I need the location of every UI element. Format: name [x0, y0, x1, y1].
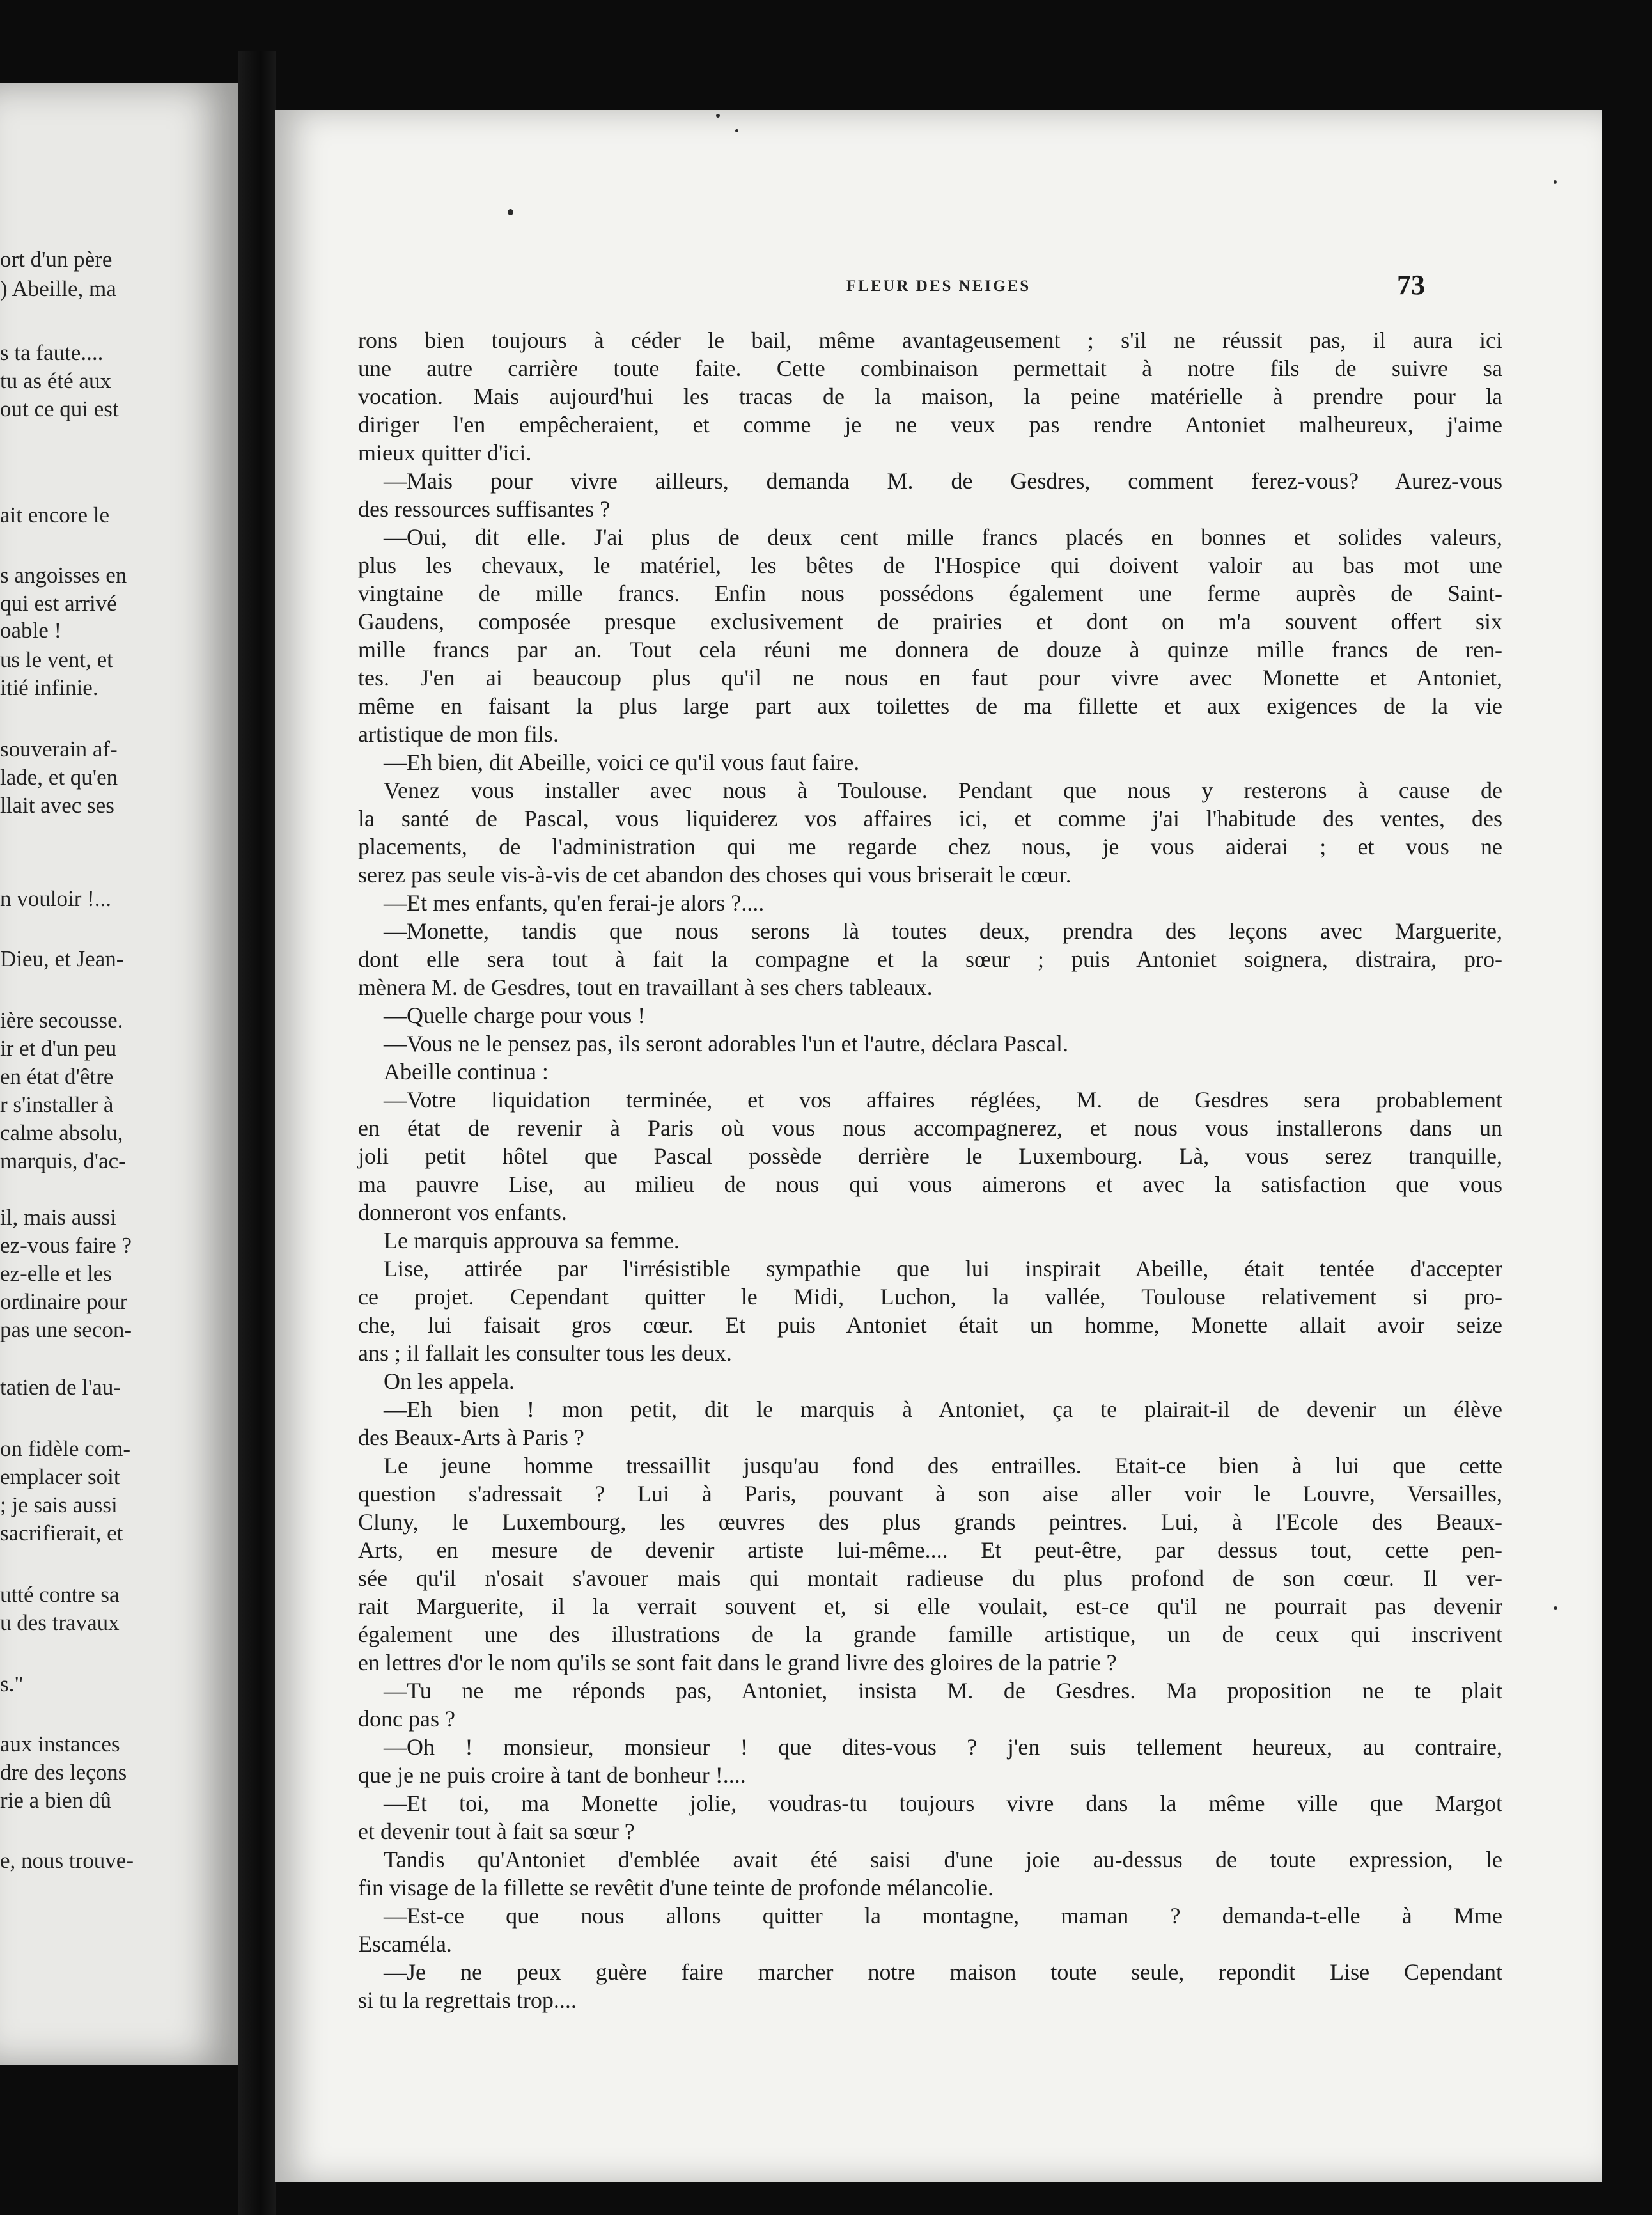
facing-page-line: utté contre sa — [0, 1582, 120, 1607]
body-text — [358, 326, 1502, 2014]
scan-speck — [716, 114, 720, 118]
facing-page-left — [0, 83, 238, 2065]
facing-page-line: ez-vous faire ? — [0, 1233, 132, 1258]
scan-speck — [735, 129, 738, 132]
text-line: plus les chevaux, le matériel, les bêtes de l'Hospice qui doivent valoir au bas mot une — [358, 552, 1502, 578]
facing-page-line: ez-elle et les — [0, 1261, 112, 1286]
facing-page-line: souverain af- — [0, 737, 118, 762]
facing-page-line: ; je sais aussi — [0, 1492, 118, 1517]
text-line: également une des illustrations de la grande famille artistique, un de ceux qui inscrivent — [358, 1622, 1502, 1647]
text-line: question s'adressait ? Lui à Paris, pouvant à son aise aller voir le Louvre, Versailles, — [358, 1481, 1502, 1507]
book-gutter — [238, 51, 276, 2215]
text-line: —Est-ce que nous allons quitter la montagne, maman ? demanda-t-elle à Mme — [384, 1903, 1502, 1929]
text-line: mieux quitter d'ici. — [358, 440, 532, 466]
facing-page-line: en état d'être — [0, 1064, 114, 1089]
text-line: Gaudens, composée presque exclusivement de prairies et dont on m'a souvent offert six — [358, 609, 1502, 634]
text-line: Escaméla. — [358, 1931, 452, 1957]
text-line: une autre carrière toute faite. Cette combinaison permettait à notre fils de suivre sa — [358, 356, 1502, 381]
text-line: —Quelle charge pour vous ! — [384, 1003, 646, 1028]
facing-page-line: aux instances — [0, 1732, 120, 1757]
text-line: serez pas seule vis-à-vis de cet abandon des choses qui vous briserait le cœur. — [358, 862, 1071, 888]
text-line: des ressources suffisantes ? — [358, 496, 611, 522]
text-line: même en faisant la plus large part aux toilettes de ma fillette et aux exigences de la vie — [358, 693, 1502, 719]
text-line: donc pas ? — [358, 1706, 455, 1732]
text-line: que je ne puis croire à tant de bonheur !.... — [358, 1762, 746, 1788]
scan-speck — [1554, 180, 1557, 184]
text-line: et devenir tout à fait sa sœur ? — [358, 1819, 635, 1844]
facing-page-line: calme absolu, — [0, 1120, 123, 1145]
text-line: Cluny, le Luxembourg, les œuvres des plus grands peintres. Lui, à l'Ecole des Beaux- — [358, 1509, 1502, 1535]
facing-page-line: il, mais aussi — [0, 1205, 116, 1230]
text-line: ma pauvre Lise, au milieu de nous qui vous aimerons et avec la satisfaction que vous — [358, 1171, 1502, 1197]
facing-page-line: emplacer soit — [0, 1464, 120, 1489]
text-line: —Mais pour vivre ailleurs, demanda M. de Gesdres, comment ferez-vous? Aurez-vous — [384, 468, 1502, 494]
facing-page-line: e, nous trouve- — [0, 1848, 134, 1873]
facing-page-line: ière secousse. — [0, 1008, 123, 1033]
text-line: Lise, attirée par l'irrésistible sympathie que lui inspirait Abeille, était tentée d'accepter — [384, 1256, 1502, 1281]
text-line: en lettres d'or le nom qu'ils se sont fait dans le grand livre des gloires de la patrie ? — [358, 1650, 1117, 1675]
text-line: —Oui, dit elle. J'ai plus de deux cent mille francs placés en bonnes et solides valeurs, — [384, 524, 1502, 550]
text-line: —Je ne peux guère faire marcher notre maison toute seule, repondit Lise Cependant — [384, 1959, 1502, 1985]
facing-page-line: r s'installer à — [0, 1092, 114, 1117]
text-line: Venez vous installer avec nous à Toulouse. Pendant que nous y resterons à cause de — [384, 778, 1502, 803]
text-line: —Oh ! monsieur, monsieur ! que dites-vous ? j'en suis tellement heureux, au contraire, — [384, 1734, 1502, 1760]
text-line: rons bien toujours à céder le bail, même avantageusement ; s'il ne réussit pas, il aura ici — [358, 327, 1502, 353]
facing-page-line: ait encore le — [0, 503, 110, 528]
facing-page-line: marquis, d'ac- — [0, 1148, 126, 1173]
facing-page-line: lade, et qu'en — [0, 765, 118, 790]
facing-page-line: tu as été aux — [0, 368, 111, 393]
text-line: —Eh bien ! mon petit, dit le marquis à Antoniet, ça te plairait-il de devenir un élève — [384, 1397, 1502, 1422]
text-line: —Vous ne le pensez pas, ils seront adorables l'un et l'autre, déclara Pascal. — [384, 1031, 1068, 1056]
text-line: Arts, en mesure de devenir artiste lui-même.... Et peut-être, par dessus tout, cette pen- — [358, 1537, 1502, 1563]
text-line: diriger l'en empêcheraient, et comme je ne veux pas rendre Antoniet malheureux, j'aime — [358, 412, 1502, 437]
facing-page-line: s ta faute.... — [0, 340, 104, 365]
text-line: —Votre liquidation terminée, et vos affaires réglées, M. de Gesdres sera probablement — [384, 1087, 1502, 1113]
text-line: si tu la regrettais trop.... — [358, 1987, 577, 2013]
text-line: Tandis qu'Antoniet d'emblée avait été saisi d'une joie au-dessus de toute expression, le — [384, 1847, 1502, 1872]
text-line: —Et mes enfants, qu'en ferai-je alors ?.... — [384, 890, 765, 916]
text-line: rait Marguerite, il la verrait souvent et, si elle voulait, est-ce qu'il ne pourrait pas devenir — [358, 1593, 1502, 1619]
text-line: —Monette, tandis que nous serons là toutes deux, prendra des leçons avec Marguerite, — [384, 918, 1502, 944]
page-number: 73 — [1397, 269, 1425, 301]
text-line: —Eh bien, dit Abeille, voici ce qu'il vous faut faire. — [384, 749, 860, 775]
text-line: Le jeune homme tressaillit jusqu'au fond des entrailles. Etait-ce bien à lui que cette — [384, 1453, 1502, 1478]
text-line: On les appela. — [384, 1368, 515, 1394]
facing-page-line: ordinaire pour — [0, 1289, 128, 1314]
text-line: —Tu ne me réponds pas, Antoniet, insista M. de Gesdres. Ma proposition ne te plait — [384, 1678, 1502, 1703]
text-line: tes. J'en ai beaucoup plus qu'il ne nous en faut pour vivre avec Monette et Antoniet, — [358, 665, 1502, 691]
text-line: artistique de mon fils. — [358, 721, 559, 747]
book-page — [275, 110, 1602, 2182]
text-line: vingtaine de mille francs. Enfin nous possédons également une ferme auprès de Saint- — [358, 581, 1502, 606]
facing-page-line: u des travaux — [0, 1610, 120, 1635]
facing-page-line: us le vent, et — [0, 647, 113, 672]
text-line: la santé de Pascal, vous liquiderez vos affaires ici, et comme j'ai l'habitude des ventes, des — [358, 806, 1502, 831]
facing-page-line: itié infinie. — [0, 675, 98, 700]
text-line: fin visage de la fillette se revêtit d'une teinte de profonde mélancolie. — [358, 1875, 994, 1900]
scan-speck — [508, 209, 513, 215]
facing-page-line: ort d'un père — [0, 247, 113, 272]
text-line: mènera M. de Gesdres, tout en travaillant à ses chers tableaux. — [358, 974, 933, 1000]
facing-page-line: s angoisses en — [0, 563, 127, 588]
text-line: ans ; il fallait les consulter tous les deux. — [358, 1340, 732, 1366]
text-line: dont elle sera tout à fait la compagne et la sœur ; puis Antoniet soignera, distraira, pro- — [358, 946, 1502, 972]
text-line: joli petit hôtel que Pascal possède derrière le Luxembourg. Là, vous serez tranquille, — [358, 1143, 1502, 1169]
text-line: des Beaux-Arts à Paris ? — [358, 1425, 584, 1450]
text-line: Abeille continua : — [384, 1059, 549, 1084]
text-line: —Et toi, ma Monette jolie, voudras-tu toujours vivre dans la même ville que Margot — [384, 1790, 1502, 1816]
facing-page-line: dre des leçons — [0, 1760, 127, 1785]
text-line: che, lui faisait gros cœur. Et puis Antoniet était un homme, Monette allait avoir seize — [358, 1312, 1502, 1338]
facing-page-line: s." — [0, 1671, 24, 1696]
text-line: Le marquis approuva sa femme. — [384, 1228, 680, 1253]
facing-page-line: qui est arrivé — [0, 591, 117, 616]
text-line: donneront vos enfants. — [358, 1200, 567, 1225]
text-line: en état de revenir à Paris où vous nous accompagnerez, et nous vous installerons dans un — [358, 1115, 1502, 1141]
text-line: vocation. Mais aujourd'hui les tracas de la maison, la peine matérielle à prendre pour la — [358, 384, 1502, 409]
facing-page-line: Dieu, et Jean- — [0, 946, 124, 971]
facing-page-line: pas une secon- — [0, 1317, 132, 1342]
text-line: placements, de l'administration qui me regarde chez nous, je vous aiderai ; et vous ne — [358, 834, 1502, 859]
facing-page-line: tatien de l'au- — [0, 1375, 121, 1400]
text-line: mille francs par an. Tout cela réuni me donnera de douze à quinze mille francs de ren- — [358, 637, 1502, 662]
facing-page-line: on fidèle com- — [0, 1436, 131, 1461]
scan-speck — [1554, 1606, 1557, 1610]
facing-page-line: n vouloir !... — [0, 886, 112, 911]
facing-page-line: out ce qui est — [0, 396, 119, 421]
running-head: FLEUR DES NEIGES — [846, 278, 1031, 295]
facing-page-line: oable ! — [0, 618, 62, 643]
facing-page-line: rie a bien dû — [0, 1788, 111, 1813]
facing-page-line: sacrifierait, et — [0, 1521, 123, 1546]
text-line: ce projet. Cependant quitter le Midi, Luchon, la vallée, Toulouse relativement si pro- — [358, 1284, 1502, 1310]
facing-page-line: ) Abeille, ma — [0, 276, 116, 301]
text-line: sée qu'il n'osait s'avouer mais qui montait radieuse du plus profond de son cœur. Il ver- — [358, 1565, 1502, 1591]
facing-page-line: ir et d'un peu — [0, 1036, 117, 1061]
facing-page-line: llait avec ses — [0, 793, 114, 818]
